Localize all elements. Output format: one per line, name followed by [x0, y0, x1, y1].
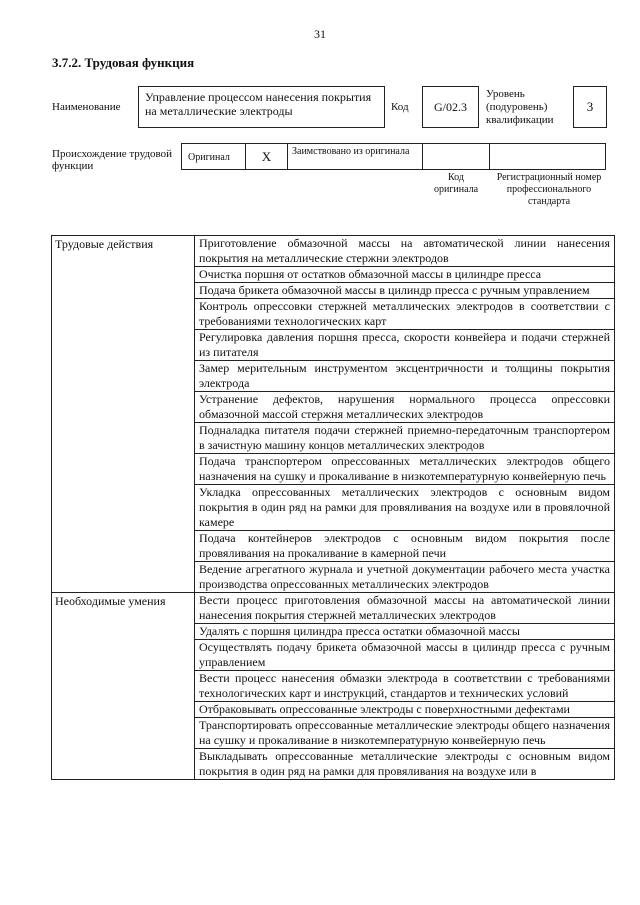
list-item: Ведение агрегатного журнала и учетной документации рабочего места участка производства опрессованных металлических электродов — [199, 562, 610, 591]
origin-label: Происхождение трудовой функции — [52, 148, 173, 172]
name-label: Наименование — [52, 101, 121, 113]
page-number: 31 — [314, 27, 326, 41]
table-row — [52, 236, 615, 593]
section-label: Необходимые умения — [52, 593, 195, 780]
function-name: Управление процессом нанесения покрытия на металлические электроды — [138, 86, 385, 128]
list-item: Выкладывать опрессованные металлические электроды с основным видом покрытия в один ряд на рамки для провяливания на воздухе или в — [199, 749, 610, 778]
original-label: Оригинал — [182, 144, 246, 169]
borrowed-label: Заимствовано из оригинала — [288, 144, 423, 169]
list-item: Приготовление обмазочной массы на автоматической линии нанесения покрытия на металлические стержни электродов — [195, 236, 614, 267]
original-code-caption: Код оригинала — [433, 172, 479, 195]
list-item: Подналадка питателя подачи стержней приемно-передаточным транспортером в зачистную машину концов металлических электродов — [195, 423, 614, 454]
list-item: Транспортировать опрессованные металлические электроды общего назначения на сушку и прокаливание в низкотемпературную конвейерную печь — [195, 718, 614, 749]
code-label: Код — [391, 101, 409, 113]
section-items — [195, 593, 615, 780]
function-details-table — [51, 235, 615, 780]
list-item: Подача транспортером опрессованных металлических электродов общего назначения на сушку и прокаливание в низкотемпературную конвейерную печь — [195, 454, 614, 485]
qualification-level: 3 — [573, 86, 607, 128]
list-item: Вести процесс приготовления обмазочной массы на автоматической линии нанесения покрытия стержней металлических электродов — [195, 593, 614, 624]
origin-table — [181, 143, 606, 170]
list-item: Вести процесс нанесения обмазки электрода в соответствии с требованиями технологических карт и инструкций, стандартов и технических условий — [195, 671, 614, 702]
list-item: Устранение дефектов, нарушения нормального процесса опрессовки обмазочной массой стержня металлических электродов — [195, 392, 614, 423]
section-items — [195, 236, 615, 593]
list-item: Подача контейнеров электродов с основным видом покрытия после провяливания на прокаливание в камерной печи — [195, 531, 614, 562]
level-label: Уровень (подуровень) квалификации — [486, 88, 554, 126]
original-mark: X — [246, 144, 288, 169]
list-item: Регулировка давления поршня пресса, скорости конвейера и подачи стержней из питателя — [195, 330, 614, 361]
function-code: G/02.3 — [422, 86, 479, 128]
list-item: Осуществлять подачу брикета обмазочной массы в цилиндр пресса с ручным управлением — [195, 640, 614, 671]
list-item: Укладка опрессованных металлических электродов с основным видом покрытия в один ряд на рамки для провяливания на воздухе или в провялочной камере — [195, 485, 614, 531]
list-item: Замер мерительным инструментом эксцентричности и толщины покрытия электрода — [195, 361, 614, 392]
list-item: Отбраковывать опрессованные электроды с поверхностными дефектами — [195, 702, 614, 718]
list-item: Удалять с поршня цилиндра пресса остатки обмазочной массы — [195, 624, 614, 640]
original-code-cell — [423, 144, 490, 169]
list-item: Очистка поршня от остатков обмазочной массы в цилиндре пресса — [195, 267, 614, 283]
section-label: Трудовые действия — [52, 236, 195, 593]
registration-number-caption: Регистрационный номер профессионального стандарта — [496, 172, 602, 207]
registration-number-cell — [490, 144, 605, 169]
table-row — [52, 593, 615, 780]
section-title: 3.7.2. Трудовая функция — [52, 55, 195, 70]
list-item: Подача брикета обмазочной массы в цилиндр пресса с ручным управлением — [195, 283, 614, 299]
list-item: Контроль опрессовки стержней металлических электродов в соответствии с требованиями технологических карт — [195, 299, 614, 330]
